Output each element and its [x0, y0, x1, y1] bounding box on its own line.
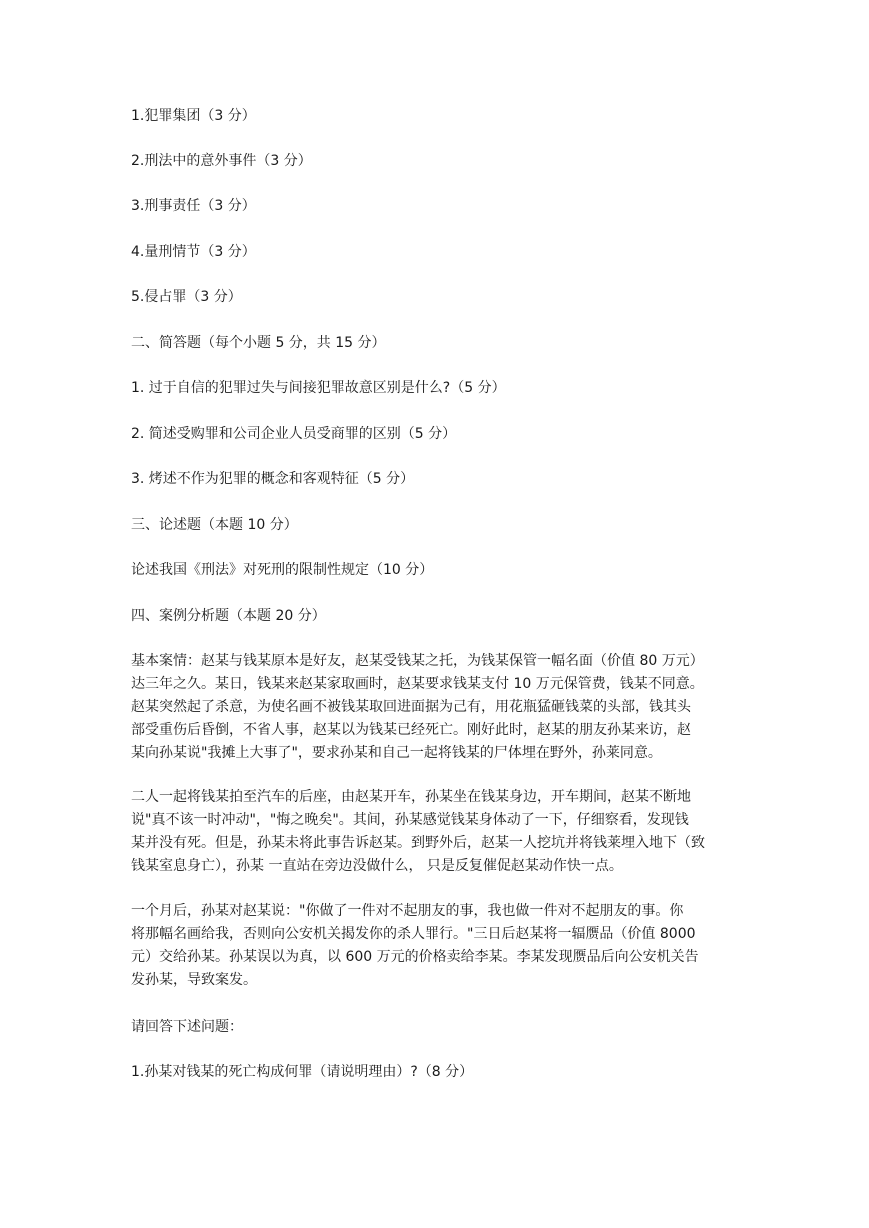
case-paragraph-1-line: 赵某突然起了杀意，为使名画不被钱某取回进面据为己有，用花瓶猛砸钱菜的头部，钱其头 — [131, 699, 691, 715]
section-heading-essay: 三、论述题（本题 10 分） — [131, 517, 298, 533]
case-paragraph-2-line: 二人一起将钱某拍至汽车的后座，由赵某开车，孙某坐在钱某身边，开车期间，赵某不断地 — [131, 789, 691, 805]
term-item-4: 4.量刑情节（3 分） — [131, 244, 256, 260]
case-paragraph-1-line: 基本案情：赵某与钱某原本是好友，赵某受钱某之托，为钱某保管一幅名面（价值 80 万元） — [131, 653, 704, 669]
section-heading-short-answer: 二、简答题（每个小题 5 分，共 15 分） — [131, 335, 386, 351]
case-paragraph-2 — [131, 786, 741, 878]
case-paragraph-3-line: 将那幅名画给我，否则向公安机关揭发你的杀人罪行。"三日后赵某将一辐赝品（价值 8000 — [131, 926, 696, 942]
short-answer-question-2: 2. 简述受购罪和公司企业人员受商罪的区别（5 分） — [131, 426, 457, 442]
short-answer-question-3: 3. 烤述不作为犯罪的概念和客观特征（5 分） — [131, 471, 415, 487]
section-heading-case-analysis: 四、案例分析题（本题 20 分） — [131, 608, 326, 624]
case-paragraph-3-line: 元）交给孙某。孙某误以为真，以 600 万元的价格卖给李某。李某发现赝品后向公安机关告 — [131, 949, 699, 965]
case-question-1: 1.孙某对钱某的死亡构成何罪（请说明理由）?（8 分） — [131, 1064, 474, 1080]
case-paragraph-1-line: 部受重伤后昏倒，不省人事，赵某以为钱某已经死亡。刚好此时，赵某的朋友孙某来访，赵 — [131, 722, 691, 738]
essay-question: 论述我国《刑法》对死刑的限制性规定（10 分） — [131, 562, 434, 578]
answer-prompt: 请回答下述问题： — [131, 1019, 243, 1035]
case-paragraph-3-line: 一个月后，孙某对赵某说："你做了一件对不起朋友的事，我也做一件对不起朋友的事。你 — [131, 903, 684, 919]
case-paragraph-2-line: 说"真不该一时冲动"，"悔之晚矣"。其间，孙某感觉钱某身体动了一下，仔细察看，发现钱 — [131, 812, 689, 828]
case-paragraph-1-line: 达三年之久。某日，钱某来赵某家取画时，赵某要求钱某支付 10 万元保管费，钱某不同意。 — [131, 676, 704, 692]
term-item-5: 5.侵占罪（3 分） — [131, 289, 242, 305]
term-item-3: 3.刑事责任（3 分） — [131, 198, 256, 214]
case-paragraph-2-line: 某并没有死。但是，孙某未将此事告诉赵某。到野外后，赵某一人挖坑并将钱莱埋入地下（致 — [131, 835, 705, 851]
case-paragraph-1-line: 某向孙某说"我摊上大事了"，要求孙某和自己一起将钱某的尸体埋在野外，孙莱同意。 — [131, 745, 662, 761]
case-paragraph-3 — [131, 900, 741, 992]
case-paragraph-2-line: 钱某室息身亡），孙某 一直站在旁边没做什么， 只是反复催促赵某动作快一点。 — [131, 858, 623, 874]
case-paragraph-3-line: 发孙某，导致案发。 — [131, 972, 257, 988]
case-paragraph-1 — [131, 650, 741, 765]
term-item-2: 2.刑法中的意外事件（3 分） — [131, 153, 312, 169]
short-answer-question-1: 1. 过于自信的犯罪过失与间接犯罪故意区别是什么?（5 分） — [131, 380, 506, 396]
term-item-1: 1.犯罪集团（3 分） — [131, 108, 256, 124]
